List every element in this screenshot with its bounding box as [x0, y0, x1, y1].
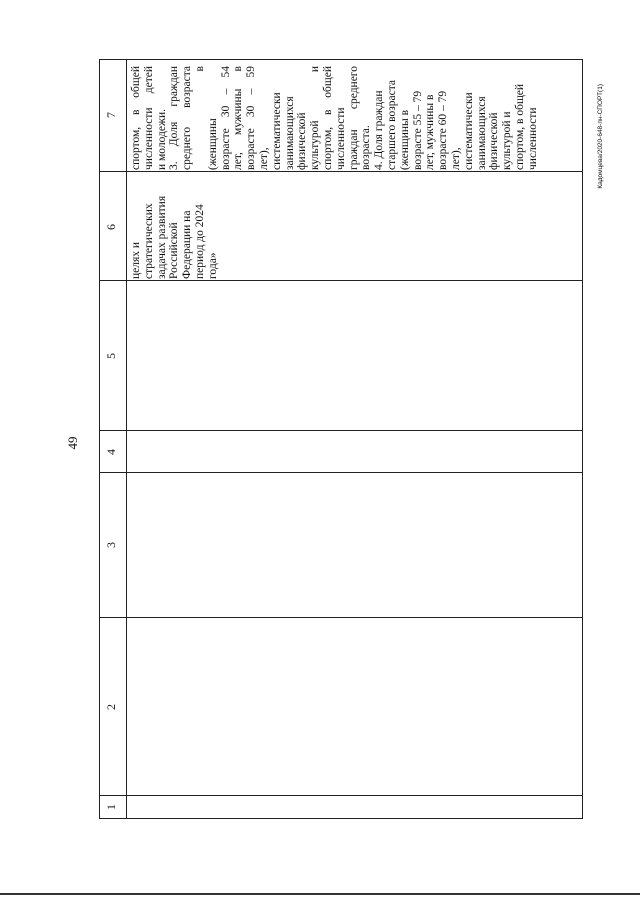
text-line: целях и — [130, 241, 142, 279]
text-line: возрасте 30 – 59 — [245, 66, 258, 170]
text-line: лет), — [257, 147, 270, 170]
text-line: численности — [526, 107, 539, 170]
text-line: возраста. — [360, 125, 373, 170]
text-line: систематически — [462, 92, 475, 170]
text-line: возрасте 60 – 79 — [437, 90, 450, 170]
column-divider — [100, 171, 582, 172]
text-line: года» — [206, 252, 219, 279]
text-line: среднего возраста — [181, 66, 194, 170]
text-line: физической — [296, 112, 309, 170]
column-header-2: 2 — [104, 704, 118, 710]
text-line: задачах развития — [155, 195, 168, 279]
column-header-3: 3 — [104, 542, 118, 548]
text-line: спортом, в общей — [321, 66, 334, 170]
column-header-1: 1 — [104, 804, 118, 810]
column-divider — [100, 472, 582, 473]
text-line: культурой и — [309, 66, 322, 170]
column-header-7: 7 — [104, 112, 118, 118]
text-line: лет, мужчины в — [232, 66, 245, 170]
text-line: старшего возраста — [385, 79, 398, 170]
text-line: 3. Доля граждан — [168, 66, 181, 170]
document-table — [99, 59, 583, 819]
text-line: спортом, в общей — [130, 66, 142, 170]
text-line: стратегических — [142, 203, 155, 279]
column-7-text — [130, 66, 540, 170]
text-line: культурой и — [501, 111, 514, 170]
text-line: в — [193, 66, 206, 72]
rotated-page-content — [99, 59, 583, 819]
text-line: лет), — [449, 147, 462, 170]
text-line: возрасте 55 – 79 — [411, 90, 424, 170]
text-line: физической — [488, 112, 501, 170]
column-divider — [100, 617, 582, 618]
text-line: (женщины — [206, 118, 219, 170]
page-number: 49 — [65, 436, 80, 450]
text-line: численности детей — [142, 66, 155, 170]
text-line: Федерации на — [181, 210, 194, 279]
column-divider — [100, 280, 582, 281]
text-line: и молодежи. — [155, 109, 168, 170]
footer-code-text: Кадомцева/2020-648-пн-СПОРТ(1) — [597, 84, 604, 189]
text-line: занимающихся — [283, 96, 296, 170]
page-bottom-line — [0, 893, 640, 895]
text-line: возрасте 30 – 54 — [219, 66, 232, 170]
text-line: систематически — [270, 92, 283, 170]
column-header-5: 5 — [104, 353, 118, 359]
text-line: занимающихся — [475, 96, 488, 170]
text-line: граждан среднего — [347, 66, 360, 170]
text-line: (женщины в — [398, 109, 411, 170]
column-header-6: 6 — [104, 224, 118, 230]
text-line: численности — [334, 107, 347, 170]
column-header-4: 4 — [104, 449, 118, 455]
column-divider — [100, 430, 582, 431]
text-line: Российской — [168, 222, 181, 279]
column-6-text — [130, 175, 220, 279]
column-divider — [100, 795, 582, 796]
text-line: период до 2024 — [193, 204, 206, 279]
text-line: лет, мужчины в — [424, 94, 437, 170]
text-line: спортом, в общей — [513, 83, 526, 170]
text-line: 4. Доля граждан — [373, 90, 386, 170]
